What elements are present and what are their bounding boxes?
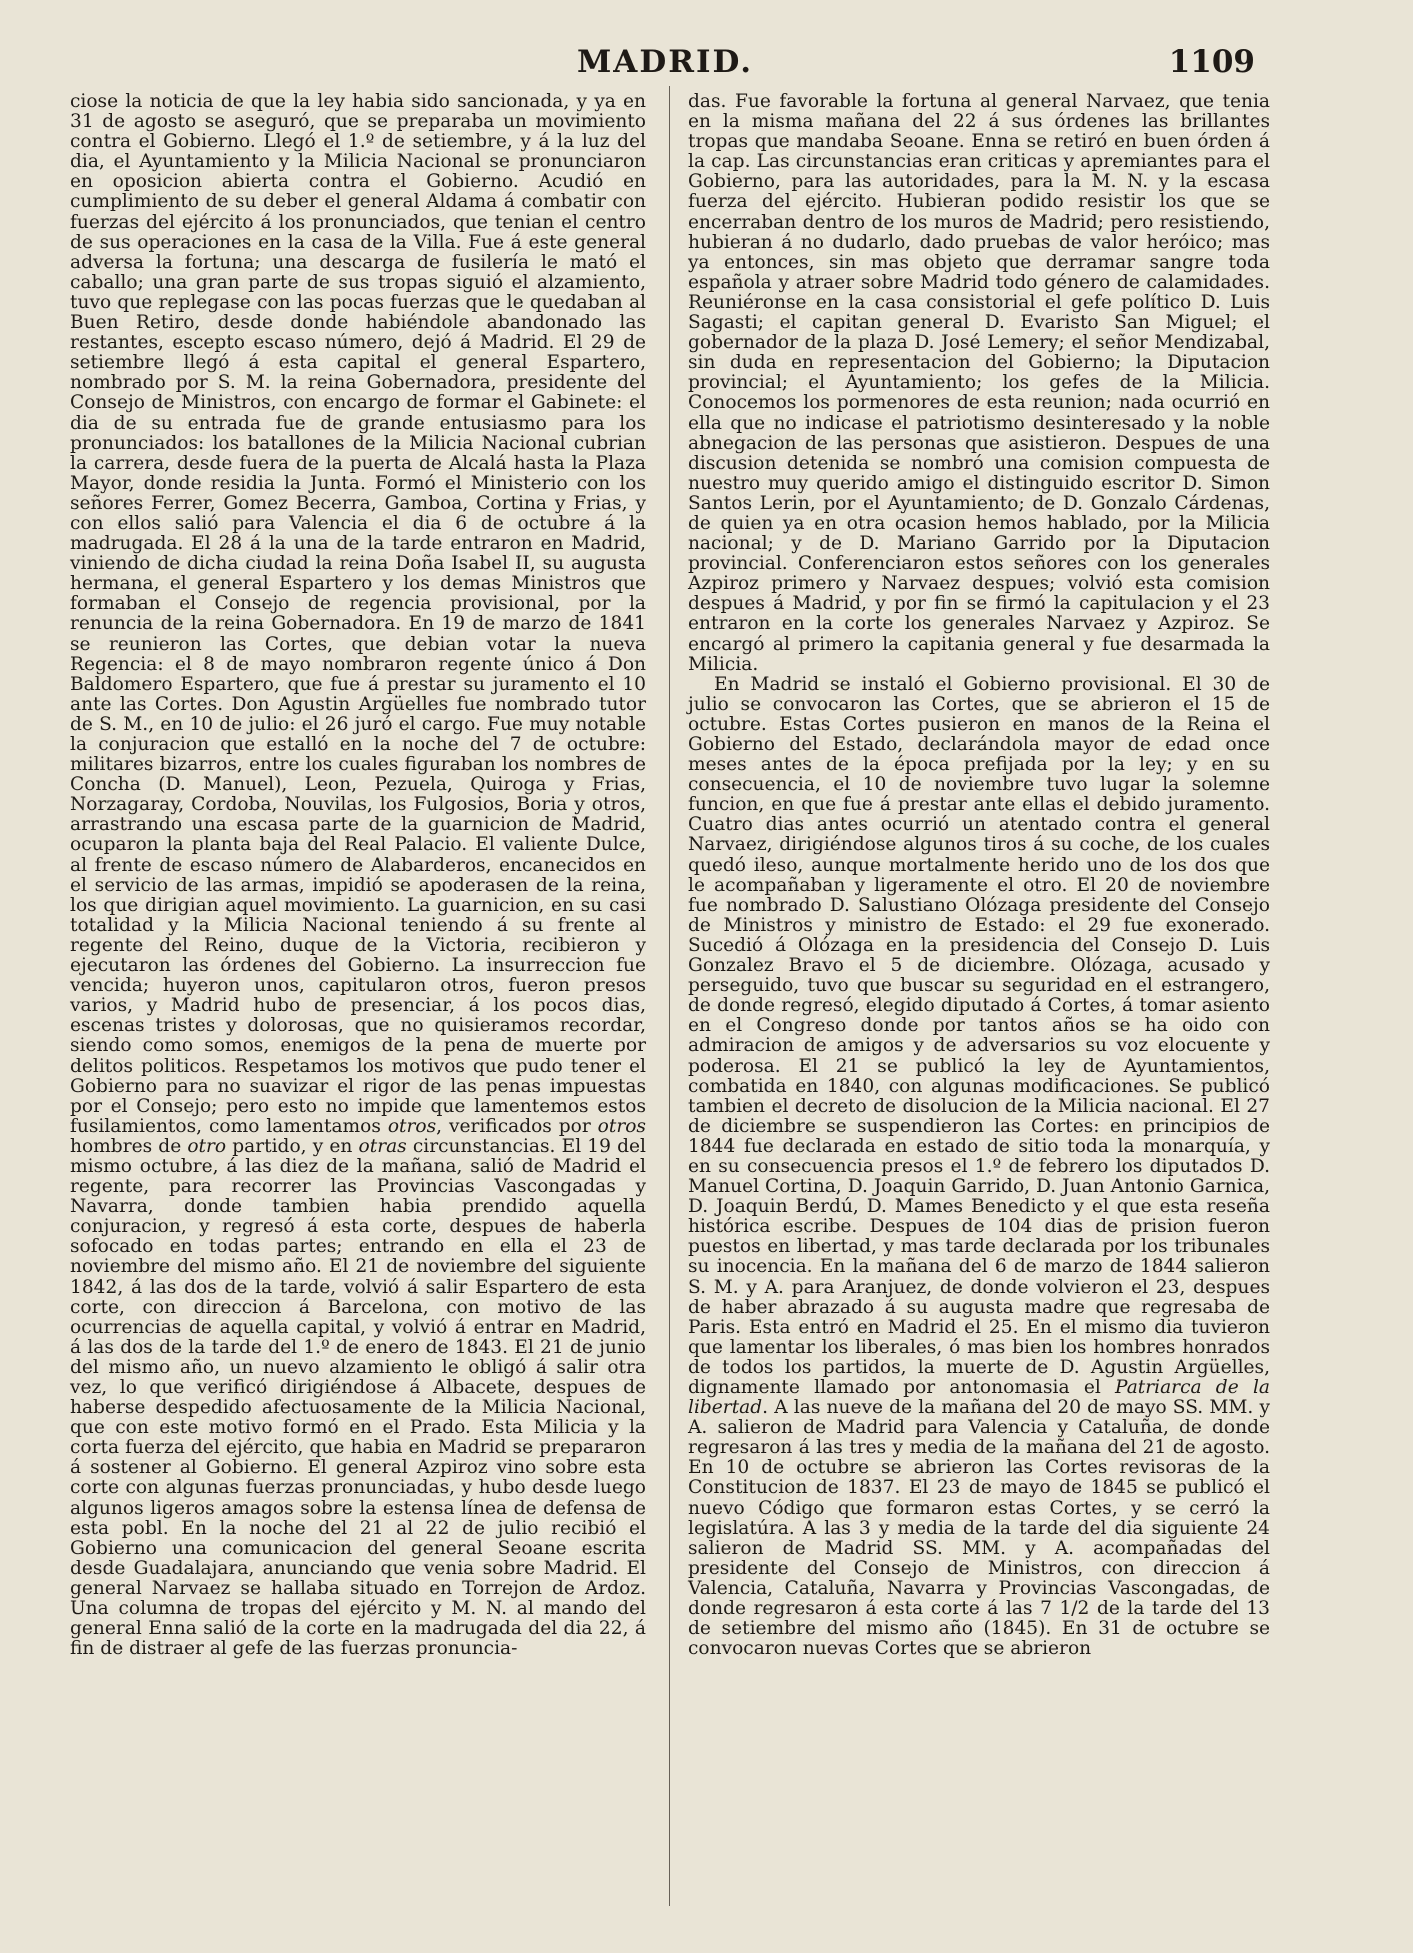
emphasis: otras (358, 1135, 407, 1157)
emphasis: otros (597, 1115, 646, 1137)
text-run: circunstancias. El 19 del mismo octubre, á las diez de la mañana, salió de Madrid el regente, para recorrer las Provincias Vascongadas y Navarra, donde tambien habia prendido aquella conjuracion, y regresó á esta corte, despues de haberla sofocado en todas partes; entrando en ella el 23 de noviembre del mismo año. El 21 de noviembre del siguiente 1842, á las dos de la tarde, volvió á salir Espartero de esta corte, con direccion á Barcelona, con motivo de las ocurrencias de aquella capital, y volvió á entrar en Madrid, á las dos de la tarde del 1.º de enero de 1843. El 21 de junio del mismo año, un nuevo alzamiento le obligó á salir otra vez, lo que verificó dirigiéndose á Albacete, despues de haberse despedido afectuosamente de la Milicia Nacional, que con este motivo formó en el Prado. Esta Milicia y la corta fuerza del ejército, que habia en Madrid se prepararon á sostener al Gobierno. El general Azpiroz vino sobre esta corte con algunas fuerzas pronunciadas, y hubo desde luego algunos ligeros amagos sobre la estensa línea de defensa de esta pobl. En la noche del 21 al 22 de julio recibió el Gobierno una comunicacion del general Seoane escrita desde Guadalajara, anunciando que venia sobre Madrid. El general Narvaez se hallaba situado en Torrejon de Ardoz. Una columna de tropas del ejército y M. N. al mando del general Enna salió de la corte en la madrugada del dia 22, á fin de distraer al gefe de las fuerzas pronuncia- (70, 1135, 646, 1660)
text-run: ciose la noticia de que la ley habia sido sancionada, y ya en 31 de agosto se aseguró, que se preparaba un movimiento contra el Gobierno. Llegó el 1.º de setiembre, y á la luz del dia, el Ayuntamiento y la Milicia Nacional se pronunciaron en oposicion abierta contra el Gobierno. Acudió en cumplimiento de su deber el general Aldama á combatir con fuerzas del ejército á los pronunciados, que tenian el centro de sus operaciones en la casa de la Villa. Fue á este general adversa la fortuna; una descarga de fusilería le mató el caballo; una gran parte de sus tropas siguió el alzamiento, tuvo que replegase con las pocas fuerzas que le quedaban al Buen Retiro, desde donde habiéndole abandonado las restantes, escepto escaso número, dejó á Madrid. El 29 de setiembre llegó á esta capital el general Espartero, nombrado por S. M. la reina Gobernadora, presidente del Consejo de Ministros, con encargo de formar el Gabinete: el dia de su entrada fue de grande entusiasmo para los pronunciados: los batallones de la Milicia Nacional cubrian la carrera, desde fuera de la puerta de Alcalá hasta la Plaza Mayor, donde residia la Junta. Formó el Ministerio con los señores Ferrer, Gomez Becerra, Gamboa, Cortina y Frias, y con ellos salió para Valencia el dia 6 de octubre á la madrugada. El 28 á la una de la tarde entraron en Madrid, viniendo de dicha ciudad la reina Doña Isabel II, su augusta hermana, el general Espartero y los demas Ministros que formaban el Consejo de regencia provisional, por la renuncia de la reina Gobernadora. En 19 de marzo de 1841 se reunieron las Cortes, que debian votar la nueva Regencia: el 8 de mayo nombraron regente único á Don Baldomero Espartero, que fue á prestar su juramento el 10 ante las Cortes. Don Agustin Argüelles fue nombrado tutor de S. M., en 10 de julio: el 26 juró el cargo. Fue muy notable la conjuracion que estalló en la noche del 7 de octubre: militares bizarros, entre los cuales figuraban los nombres de Concha (D. Manuel), Leon, Pezuela, Quiroga y Frias, Norzagaray, Cordoba, Nouvilas, los Fulgosios, Boria y otros, arrastrando una escasa parte de la guarnicion de Madrid, ocuparon la planta baja del Real Palacio. El valiente Dulce, al frente de escaso número de Alabarderos, encanecidos en el servicio de las armas, impidió se apoderasen de la reina, los que dirigian aquel movimiento. La guarnicion, en su casi totalidad y la Milicia Nacional teniendo á su frente al regente del Reino, duque de la Victoria, recibieron y ejecutaron las órdenes del Gobierno. La insurreccion fue vencida; huyeron unos, capitularon otros, fueron presos varios, y Madrid hubo de presenciar, á los pocos dias, escenas tristes y dolorosas, que no quisieramos recordar, siendo como somos, enemigos de la pena de muerte por delitos politicos. Respetamos los motivos que pudo tener el Gobierno para no suavizar el rigor de las penas impuestas por el Consejo; pero esto no impide que lamentemos estos fusilamientos, como lamentamos (70, 91, 646, 1137)
right-column (688, 92, 1270, 1659)
left-paragraph (70, 92, 646, 1659)
left-column (70, 92, 646, 1659)
text-run: hombres de (70, 1135, 182, 1157)
column-divider (669, 86, 670, 1906)
emphasis: Patriarca de la libertad (688, 1377, 1270, 1419)
text-run: , verificados por (436, 1115, 591, 1137)
right-paragraph-1: das. Fue favorable la fortuna al general Narvaez, que tenia en la misma mañana del 22 á sus órdenes las brillantes tropas que mandaba Seoane. Enna se retiró en buen órden á la cap. Las circunstancias eran criticas y apremiantes para el Gobierno, para las autoridades, para la M. N. y la escasa fuerza del ejército. Hubieran podido resistir los que se encerraban dentro de los muros de Madrid; pero resistiendo, hubieran á no dudarlo, dado pruebas de valor heróico; mas ya entonces, sin mas objeto que derramar sangre toda española y atraer sobre Madrid todo género de calamidades. Reuniéronse en la casa consistorial el gefe político D. Luis Sagasti; el capitan general D. Evaristo San Miguel; el gobernador de la plaza D. José Lemery; el señor Mendizabal, sin duda en representacion del Gobierno; la Diputacion provincial; el Ayuntamiento; los gefes de la Milicia. Conocemos los pormenores de esta reunion; nada ocurrió en ella que no indicase el patriotismo desinteresado y la noble abnegacion de las personas que asistieron. Despues de una discusion detenida se nombró una comision compuesta de nuestro muy querido amigo el distinguido escritor D. Simon Santos Lerin, por el Ayuntamiento; de D. Gonzalo Cárdenas, de quien ya en otra ocasion hemos hablado, por la Milicia nacional; y de D. Mariano Garrido por la Diputacion provincial. Conferenciaron estos señores con los generales Azpiroz primero y Narvaez despues; volvió esta comision despues á Madrid, y por fin se firmó la capitulacion y el 23 entraron en la corte los generales Narvaez y Azpiroz. Se encargó al primero la capitania general y fue desarmada la Milicia. (688, 91, 1270, 675)
text-run: partido, y en (232, 1135, 353, 1157)
text-run: En Madrid se instaló el Gobierno provisional. El 30 de julio se convocaron las Cortes, que se abrieron el 15 de octubre. Estas Cortes pusieron en manos de la Reina el Gobierno del Estado, declarándola mayor de edad once meses antes de la época prefijada por la ley; y en su consecuencia, el 10 de noviembre tuvo lugar la solemne funcion, en que fue á prestar ante ellas el debido juramento. Cuatro dias antes ocurrió un atentado contra el general Narvaez, dirigiéndose algunos tiros á su coche, de los cuales quedó ileso, aunque mortalmente herido uno de los dos que le acompañaban y ligeramente el otro. El 20 de noviembre fue nombrado D. Salustiano Olózaga presidente del Consejo de Ministros y ministro de Estado: el 29 fue exonerado. Sucedió á Olózaga en la presidencia del Consejo D. Luis Gonzalez Bravo el 5 de diciembre. Olózaga, acusado y perseguido, tuvo que buscar su seguridad en el estrangero, de donde regresó, elegido diputado á Cortes, á tomar asiento en el Congreso donde por tantos años se ha oido con admiracion de amigos y de adversarios su voz elocuente y poderosa. El 21 se publicó la ley de Ayuntamientos, combatida en 1840, con algunas modificaciones. Se publicó tambien el decreto de disolucion de la Milicia nacional. El 27 de diciembre se suspendieron las Cortes: en principios de 1844 fue declarada en estado de sitio toda la monarquía, y en su consecuencia presos el 1.º de febrero los diputados D. Manuel Cortina, D. Joaquin Garrido, D. Juan Antonio Garnica, D. Joaquin Berdú, D. Mames Benedicto y el que esta reseña histórica escribe. Despues de 104 dias de prision fueron puestos en libertad, y mas tarde declarada por los tribunales su inocencia. En la mañana del 6 de marzo de 1844 salieron S. M. y A. para Aranjuez, de donde volvieron el 23, despues de haber abrazado á su augusta madre que regresaba de Paris. Esta entró en Madrid el 25. En el mismo dia tuvieron que lamentar los liberales, ó mas bien los hombres honrados de todos los partidos, la muerte de D. Agustin Argüelles, dignamente llamado por antonomasia el (688, 673, 1270, 1398)
emphasis: otro (187, 1135, 227, 1157)
emphasis: otros (387, 1115, 437, 1137)
running-title: MADRID. (576, 44, 754, 80)
page-number: 1109 (1168, 44, 1255, 80)
page-header (70, 44, 1260, 86)
right-paragraph-2 (688, 675, 1270, 1660)
text-run: . A las nueve de la mañana del 20 de mayo SS. MM. y A. salieron de Madrid para Valencia y Cataluña, de donde regresaron á las tres y media de la mañana del 21 de agosto. En 10 de octubre se abrieron las Cortes revisoras de la Constitucion de 1837. El 23 de mayo de 1845 se publicó el nuevo Código que formaron estas Cortes, y se cerró la legislatúra. A las 3 y media de la tarde del dia siguiente 24 salieron de Madrid SS. MM. y A. acompañadas del presidente del Consejo de Ministros, con direccion á Valencia, Cataluña, Navarra y Provincias Vascongadas, de donde regresaron á esta corte á las 7 1/2 de la tarde del 13 de setiembre del mismo año (1845). En 31 de octubre se convocaron nuevas Cortes que se abrieron (688, 1397, 1270, 1660)
